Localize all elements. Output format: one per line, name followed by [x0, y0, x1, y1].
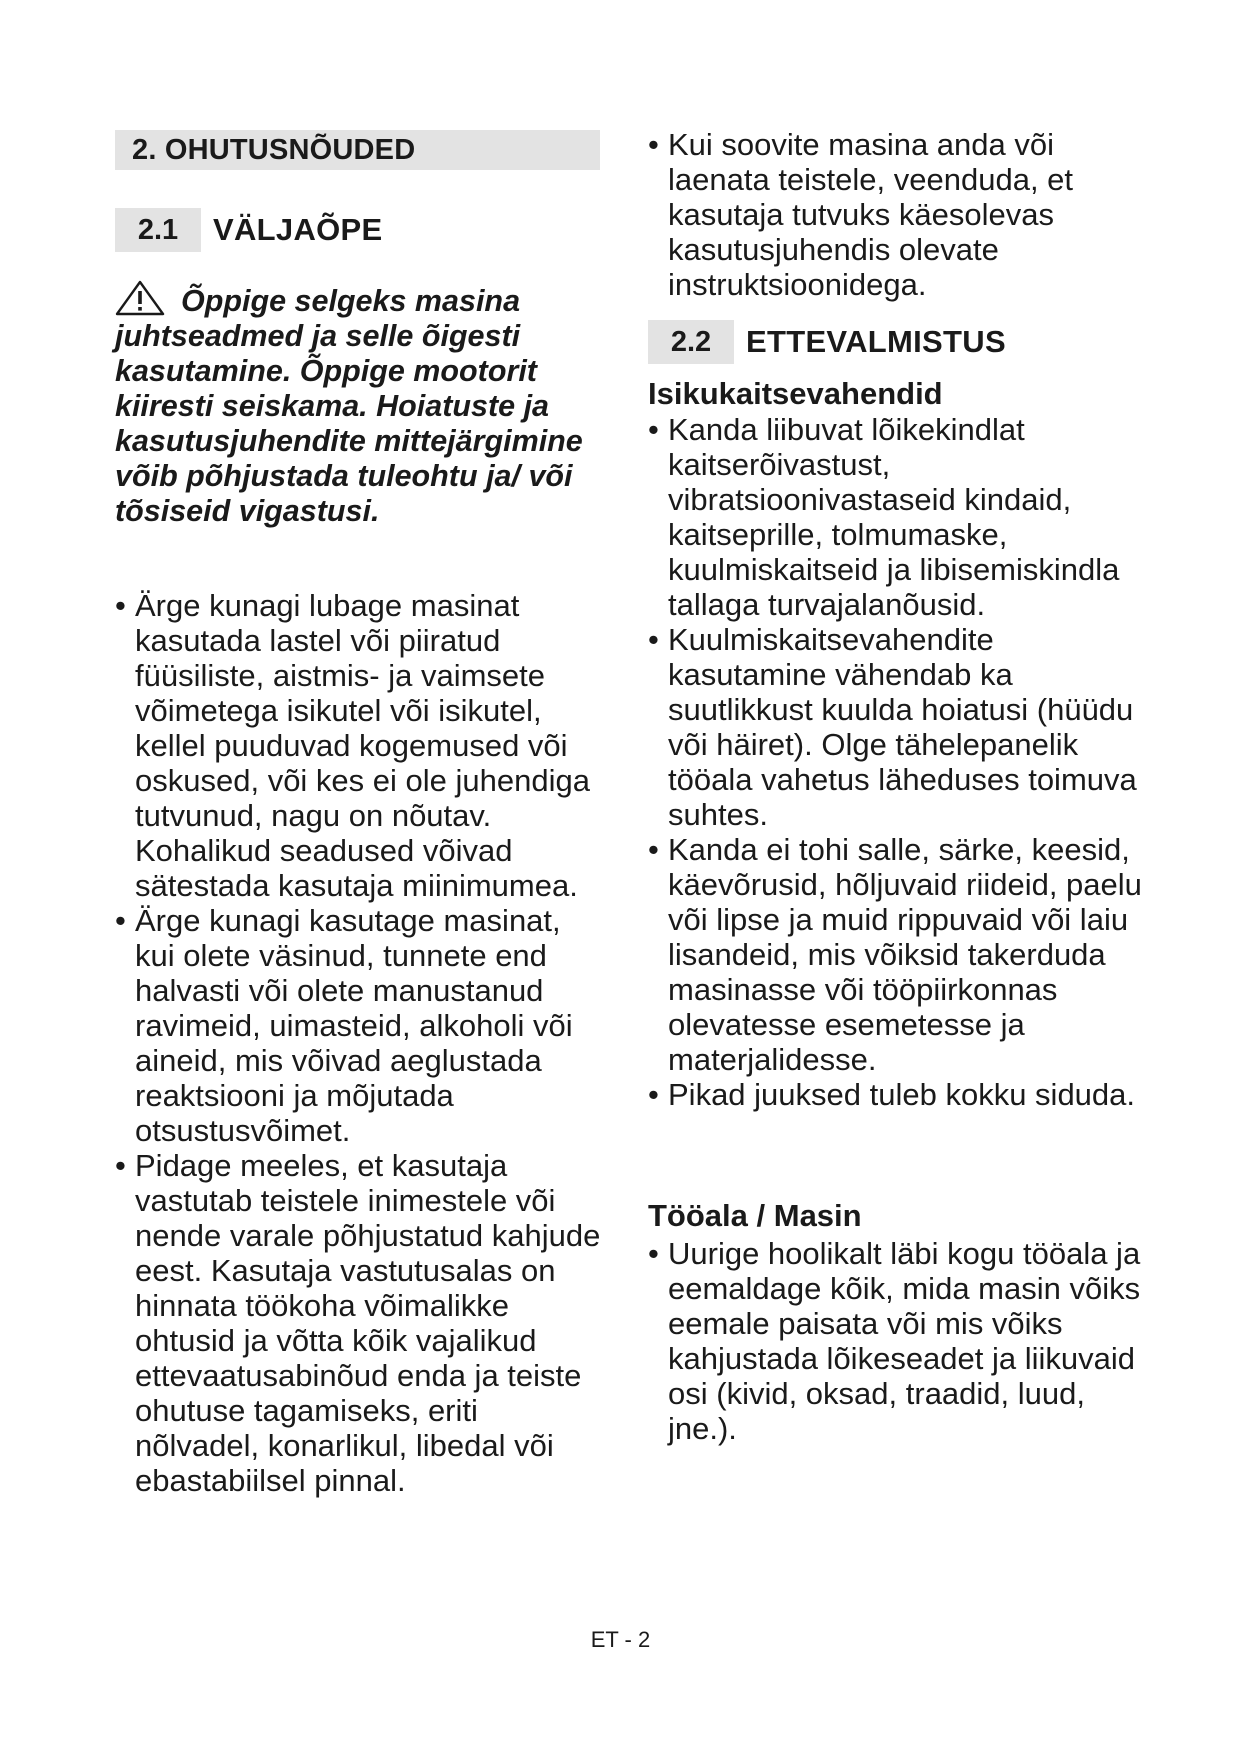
list-item: • Ärge kunagi lubage masinat kasutada lastel või piiratud füüsiliste, aistmis- ja vaimsete võimetega isikutel või isikutel, kellel puuduvad kogemused või oskused, või kes ei ole juhendiga tutvunud, nagu on nõutav. Kohalikud seadused võivad sätestada kasutaja miinimumea.: [115, 588, 605, 903]
section-title: 2. OHUTUSNÕUDED: [132, 133, 416, 166]
ppe-bullet-list: [648, 412, 1148, 1112]
subsection-title: VÄLJAÕPE: [213, 212, 383, 247]
warning-text: Õppige selgeks masina juhtseadmed ja selle õigesti kasutamine. Õppige mootorit kiiresti seiskama. Hoiatuste ja kasutusjuhendite mittejärgimine võib põhjustada tuleohtu ja/ või tõsiseid vigastusi.: [115, 284, 583, 528]
list-item: • Kanda ei tohi salle, särke, keesid, käevõrusid, hõljuvaid riideid, paelu või lipse ja muid rippuvaid või laiu lisandeid, mis võiksid takerduda masinasse või tööpiirkonnas olevatesse esemetesse ja materjalidesse.: [648, 832, 1148, 1077]
list-item: • Kuulmiskaitsevahendite kasutamine vähendab ka suutlikkust kuulda hoiatusi (hüüdu või häiret). Olge tähelepanelik tööala vahetus läheduses toimuva suhtes.: [648, 622, 1148, 832]
list-item: • Kui soovite masina anda või laenata teistele, veenduda, et kasutaja tutvuks käesolevas kasutusjuhendis olevate instruktsioonidega.: [648, 127, 1148, 302]
list-item: • Pikad juuksed tuleb kokku siduda.: [648, 1077, 1148, 1112]
list-item: • Ärge kunagi kasutage masinat, kui olete väsinud, tunnete end halvasti või olete manustanud ravimeid, uimasteid, alkoholi või aineid, mis võivad aeglustada reaktsiooni ja mõjutada otsustusvõimet.: [115, 903, 605, 1148]
work-area-bullet-list: [648, 1236, 1148, 1446]
work-area-heading: Tööala / Masin: [648, 1198, 862, 1233]
subsection-number: 2.1: [115, 208, 201, 252]
subsection-number: 2.2: [648, 320, 734, 364]
list-item: • Uurige hoolikalt läbi kogu tööala ja eemaldage kõik, mida masin võiks eemale paisata või mis võiks kahjustada lõikeseadet ja liikuvaid osi (kivid, oksad, traadid, luud, jne.).: [648, 1236, 1148, 1446]
list-item: • Pidage meeles, et kasutaja vastutab teistele inimestele või nende varale põhjustatud kahjude eest. Kasutaja vastutusalas on hinnata töökoha võimalikke ohtusid ja võtta kõik vajalikud ettevaatusabinõud enda ja teiste ohutuse tagamiseks, eriti nõlvadel, konarlikul, libedal või ebastabiilsel pinnal.: [115, 1148, 605, 1498]
warning-triangle-icon: [115, 280, 165, 316]
left-bullet-list: [115, 588, 605, 1498]
list-item: • Kanda liibuvat lõikekindlat kaitserõivastust, vibratsioonivastaseid kindaid, kaitseprille, tolmumaske, kuulmiskaitseid ja libisemiskindla tallaga turvajalanõusid.: [648, 412, 1148, 622]
ppe-heading: Isikukaitsevahendid: [648, 376, 943, 411]
subsection-2-1-heading: [115, 208, 383, 252]
subsection-2-2-heading: [648, 320, 1006, 364]
right-top-bullet-list: [648, 127, 1148, 302]
section-heading-bar: [115, 130, 600, 170]
subsection-title: ETTEVALMISTUS: [746, 324, 1006, 359]
warning-block: [115, 280, 605, 529]
page-number: ET - 2: [590, 1627, 651, 1652]
